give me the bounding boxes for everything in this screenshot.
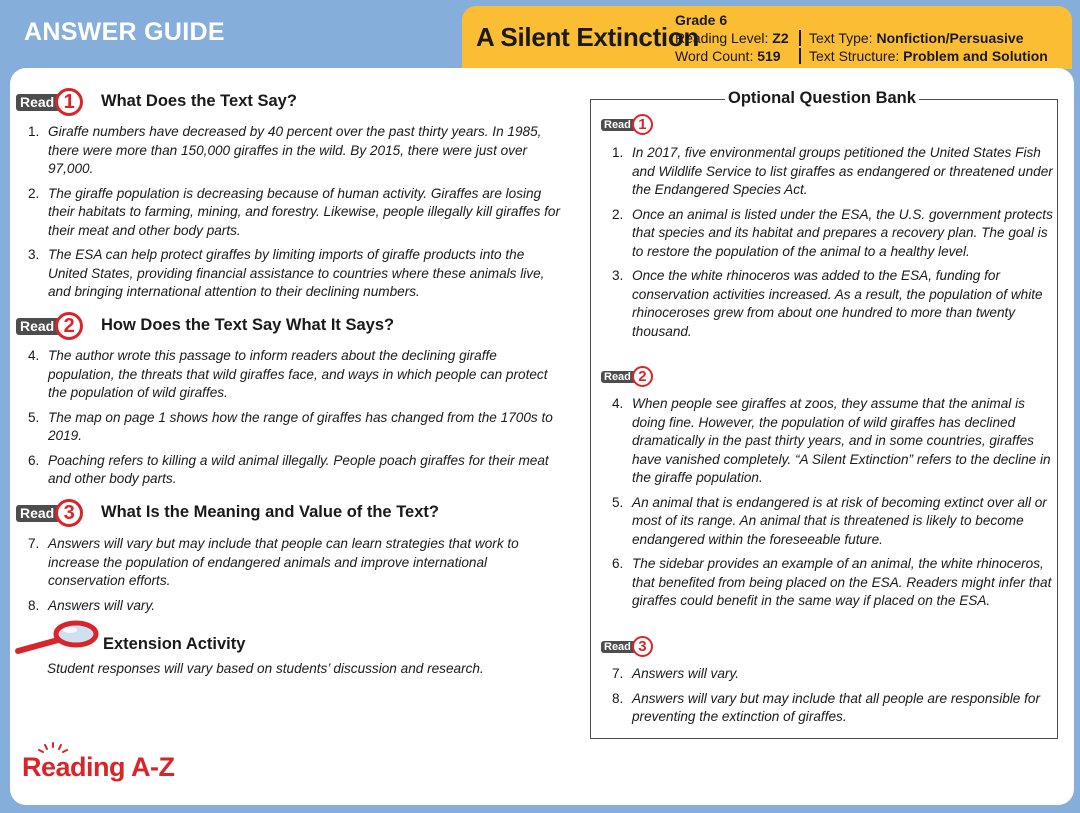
read-badge-label: Read: [16, 505, 60, 522]
qb-read-badge-3: [601, 636, 653, 657]
reading-level: [675, 29, 789, 47]
list-item: 1. In 2017, five environmental groups petitioned the United States Fish and Wildlife Service to list giraffes as endangered or threatened under the Endangered Species Act.: [612, 145, 1053, 197]
extension-text: Student responses will vary based on students’ discussion and research.: [47, 661, 484, 676]
list-item: 6. The sidebar provides an example of an animal, the white rhinoceros, that benefited from being placed on the ESA. Readers might infer that giraffes could benefit in the same way if placed on the ESA.: [612, 556, 1052, 608]
text-type: [809, 29, 1024, 47]
section-heading-1: What Does the Text Say?: [101, 92, 297, 110]
text-structure: [809, 47, 1048, 65]
header-bar: [0, 0, 1080, 70]
text-type-value: Nonfiction/Persuasive: [876, 30, 1024, 46]
divider: [799, 30, 801, 46]
list-item: 8. Answers will vary.: [28, 597, 156, 613]
read-badge-1: [16, 88, 83, 116]
list-item: 2. The giraffe population is decreasing because of human activity. Giraffes are losing their habitats to farming, mining, and forestry. Likewise, people illegally kill giraffes for their meat and other body parts.: [28, 185, 561, 238]
reading-level-value: Z2: [772, 30, 789, 46]
list-item: 7. Answers will vary but may include that people can learn strategies that work to increase the population of endangered animals and improve international conservation efforts.: [28, 536, 519, 588]
read-badge-label: Read: [601, 641, 636, 653]
list-item: 7. Answers will vary.: [612, 666, 740, 681]
list-item: 1. Giraffe numbers have decreased by 40 percent over the past thirty years. In 1985, there were more than 150,000 giraffes in the wild. By 2015, there were just over 97,000.: [28, 124, 542, 176]
read-badge-label: Read: [601, 371, 636, 383]
title-panel: [462, 6, 1072, 69]
text-type-label: Text Type:: [809, 30, 873, 46]
logo-text: Reading A-Z: [22, 752, 175, 782]
word-count-label: Word Count:: [675, 48, 754, 64]
guide-title: ANSWER GUIDE: [24, 18, 225, 46]
list-item: 2. Once an animal is listed under the ESA, the U.S. government protects that species and its habitat and prepares a recovery plan. The goal is to restore the population of the animal to a healthy level.: [612, 206, 1053, 259]
read-badge-2: [16, 312, 83, 340]
list-item: 3. The ESA can help protect giraffes by limiting imports of giraffe products into the United States, providing financial assistance to countries where these animals live, and bringing international attention to their declining numbers.: [28, 247, 545, 299]
list-item: 8. Answers will vary but may include that all people are responsible for preventing the extinction of giraffes.: [612, 690, 1041, 724]
read-badge-number: 3: [632, 636, 653, 657]
reading-level-label: Reading Level:: [675, 30, 769, 46]
read-badge-label: Read: [16, 318, 60, 335]
list-item: 4. The author wrote this passage to inform readers about the declining giraffe population, the threats that wild giraffes face, and ways in which people can protect the population of wild giraffes.: [28, 348, 548, 400]
magnifying-glass-icon: [14, 620, 100, 656]
word-count: [675, 47, 781, 65]
read-badge-number: 2: [55, 312, 83, 340]
read-badge-label: Read: [601, 119, 636, 131]
list-item: 3. Once the white rhinoceros was added to the ESA, funding for conservation activities increased. As a result, the population of white rhinoceroses grew from about one hundred to more than twenty thousand.: [612, 268, 1043, 339]
qb-read-badge-1: [601, 114, 653, 135]
reading-az-logo: [22, 752, 175, 783]
text-structure-label: Text Structure:: [809, 48, 900, 64]
text-structure-value: Problem and Solution: [903, 48, 1048, 64]
answer-list-3: [28, 535, 563, 621]
qb-list-2: [612, 395, 1057, 617]
read-badge-number: 3: [55, 499, 83, 527]
read-badge-number: 1: [55, 88, 83, 116]
list-item: 5. The map on page 1 shows how the range of giraffes has changed from the 1700s to 2019.: [28, 409, 553, 443]
section-heading-2: How Does the Text Say What It Says?: [101, 316, 395, 334]
read-badge-number: 2: [632, 366, 653, 387]
question-bank-title: Optional Question Bank: [725, 89, 919, 108]
qb-read-badge-2: [601, 366, 653, 387]
list-item: 5. An animal that is endangered is at risk of becoming extinct over all or most of its range. An animal that is threatened is likely to become endangered within the foreseeable future.: [612, 494, 1047, 547]
read-badge-number: 1: [632, 114, 653, 135]
extension-heading: Extension Activity: [103, 635, 246, 653]
list-item: 4. When people see giraffes at zoos, they assume that the animal is doing fine. However, the population of wild giraffes has declined dramatically in the past thirty years, and in some countries, giraffes have vanished completely. “A Silent Extinction” refers to the decline in the giraffe population.: [612, 396, 1051, 485]
list-item: 6. Poaching refers to killing a wild animal illegally. People poach giraffes for their meat and other body parts.: [28, 452, 549, 486]
read-badge-3: [16, 499, 83, 527]
word-count-value: 519: [757, 48, 781, 64]
read-badge-label: Read: [16, 94, 60, 111]
answer-list-2: [28, 347, 563, 495]
grade-label: Grade 6: [675, 12, 728, 28]
qb-list-3: [612, 665, 1057, 733]
sun-icon: [38, 742, 68, 754]
story-title: A Silent Extinction: [476, 22, 700, 52]
section-heading-3: What Is the Meaning and Value of the Text?: [101, 503, 439, 521]
divider: [799, 48, 801, 64]
answer-list-1: [28, 123, 563, 308]
qb-list-1: [612, 144, 1057, 347]
